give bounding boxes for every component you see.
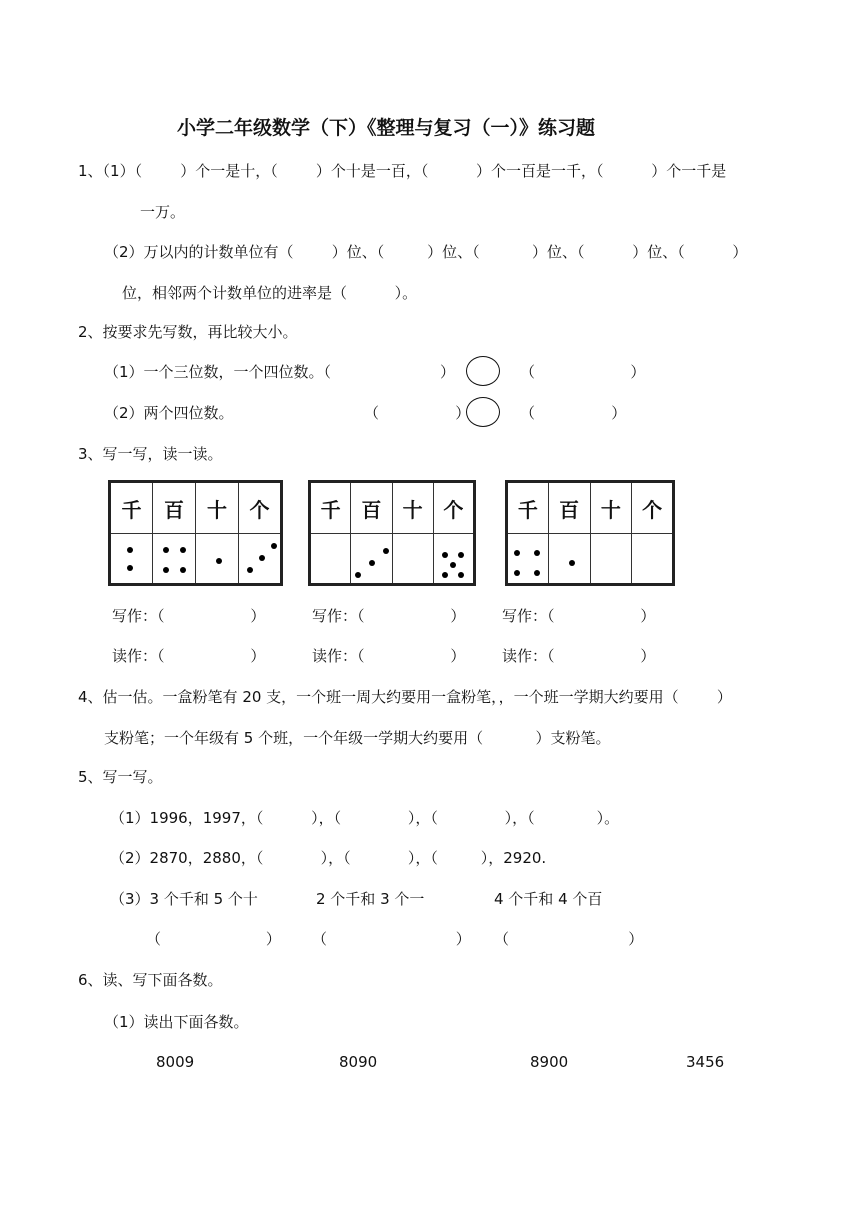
q2-item1-right: （ ） <box>520 363 646 381</box>
q1-line2-cont: 位，相邻两个计数单位的进率是（ ）。 <box>122 284 418 302</box>
header-ones: 个 <box>632 482 674 534</box>
ones-beads <box>433 534 474 585</box>
read-as-1: 读作：（ ） <box>112 647 266 665</box>
tens-beads <box>196 534 239 585</box>
q6-heading: 6、读、写下面各数。 <box>78 971 223 989</box>
header-thousands: 千 <box>110 482 153 534</box>
comparison-circle-2[interactable] <box>466 397 500 427</box>
header-hundreds: 百 <box>351 482 392 534</box>
q4-line2: 支粉笔；一个年级有 5 个班，一个年级一学期大约要用（ ）支粉笔。 <box>104 729 611 747</box>
comparison-circle-1[interactable] <box>466 356 500 386</box>
hundreds-beads <box>351 534 392 585</box>
q5-blank-b: （ ） <box>312 930 471 948</box>
header-tens: 十 <box>392 482 433 534</box>
write-as-3: 写作：（ ） <box>502 607 656 625</box>
thousands-beads <box>110 534 153 585</box>
write-as-2: 写作：（ ） <box>312 607 466 625</box>
q2-item2-left: （ ） <box>364 404 471 422</box>
q5-item3-c: 4 个千和 4 个百 <box>494 890 603 908</box>
q1-line1: 1、（1）（ ）个一是十，（ ）个十是一百，（ ）个一百是一千，（ ）个一千是 <box>78 162 727 180</box>
q2-item2-label: （2）两个四位数。 <box>104 404 234 422</box>
header-tens: 十 <box>196 482 239 534</box>
q3-heading: 3、写一写，读一读。 <box>78 445 223 463</box>
header-hundreds: 百 <box>548 482 590 534</box>
thousands-beads <box>507 534 549 585</box>
ones-beads <box>239 534 282 585</box>
header-thousands: 千 <box>310 482 351 534</box>
tens-beads <box>590 534 632 585</box>
header-ones: 个 <box>239 482 282 534</box>
q4-line1: 4、估一估。一盒粉笔有 20 支，一个班一周大约要用一盒粉笔，，一个班一学期大约要用（ ） <box>78 688 732 706</box>
number-item: 8900 <box>530 1053 569 1071</box>
hundreds-beads <box>153 534 196 585</box>
number-item: 8090 <box>339 1053 378 1071</box>
q1-line2: （2）万以内的计数单位有（ ）位、（ ）位、（ ）位、（ ）位、（ ） <box>104 243 748 261</box>
header-ones: 个 <box>433 482 474 534</box>
ones-beads <box>632 534 674 585</box>
page-title: 小学二年级数学（下）《整理与复习（一）》练习题 <box>177 117 596 139</box>
q5-item1: （1）1996，1997，（ ），（ ），（ ），（ ）。 <box>110 809 620 827</box>
place-value-chart-3 <box>505 480 675 586</box>
hundreds-beads <box>548 534 590 585</box>
q5-blank-a: （ ） <box>146 930 281 948</box>
q2-heading: 2、按要求先写数，再比较大小。 <box>78 323 298 341</box>
q5-item2: （2）2870，2880，（ ），（ ），（ ），2920. <box>110 849 547 867</box>
q2-item1-label: （1）一个三位数，一个四位数。（ <box>104 363 332 381</box>
header-tens: 十 <box>590 482 632 534</box>
q5-blank-c: （ ） <box>494 930 644 948</box>
q5-heading: 5、写一写。 <box>78 768 163 786</box>
header-hundreds: 百 <box>153 482 196 534</box>
write-as-1: 写作：（ ） <box>112 607 266 625</box>
place-value-chart-1 <box>108 480 283 586</box>
q1-line1-cont: 一万。 <box>140 203 186 221</box>
number-item: 3456 <box>686 1053 725 1071</box>
read-as-2: 读作：（ ） <box>312 647 466 665</box>
tens-beads <box>392 534 433 585</box>
q6-sub1: （1）读出下面各数。 <box>104 1013 249 1031</box>
q2-item2-right: （ ） <box>520 404 627 422</box>
place-value-chart-2 <box>308 480 476 586</box>
thousands-beads <box>310 534 351 585</box>
read-as-3: 读作：（ ） <box>502 647 656 665</box>
q5-item3-b: 2 个千和 3 个一 <box>316 890 425 908</box>
header-thousands: 千 <box>507 482 549 534</box>
q5-item3-a: （3）3 个千和 5 个十 <box>110 890 258 908</box>
q2-item1-close: ） <box>440 363 456 381</box>
number-item: 8009 <box>156 1053 195 1071</box>
